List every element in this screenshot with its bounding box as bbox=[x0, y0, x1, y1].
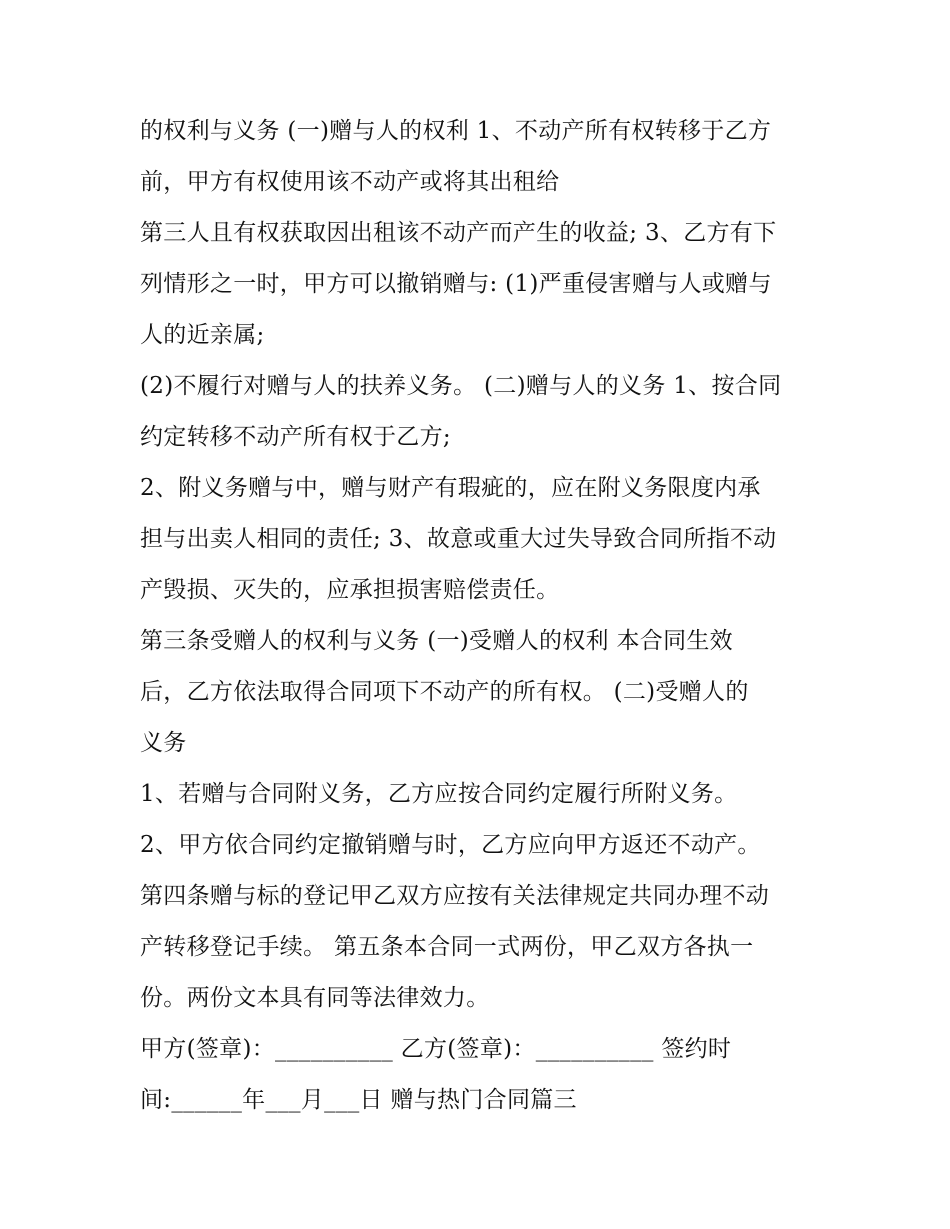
signature-line: 甲方(签章)：__________ 乙方(签章)：__________ 签约时 bbox=[140, 1036, 732, 1062]
text-line: 产毁损、灭失的，应承担损害赔偿责任。 bbox=[140, 577, 560, 603]
text-line: 前，甲方有权使用该不动产或将其出租给 bbox=[140, 169, 560, 195]
text-line: 约定转移不动产所有权于乙方; bbox=[140, 424, 451, 450]
date-line: 间:______年___月___日 赠与热门合同篇三 bbox=[140, 1087, 577, 1113]
text-line: 1、若赠与合同附义务，乙方应按合同约定履行所附义务。 bbox=[140, 781, 738, 807]
document-body bbox=[140, 106, 820, 1126]
text-line: 第四条赠与标的登记甲乙双方应按有关法律规定共同办理不动 bbox=[140, 883, 770, 909]
text-line: 2、附义务赠与中，赠与财产有瑕疵的，应在附义务限度内承 bbox=[140, 475, 761, 501]
text-line: 的权利与义务 (一)赠与人的权利 1、不动产所有权转移于乙方 bbox=[140, 118, 772, 144]
text-line: (2)不履行对赠与人的扶养义务。 (二)赠与人的义务 1、按合同 bbox=[140, 373, 782, 399]
text-line: 2、甲方依合同约定撤销赠与时，乙方应向甲方返还不动产。 bbox=[140, 832, 761, 858]
text-line: 列情形之一时，甲方可以撤销赠与: (1)严重侵害赠与人或赠与 bbox=[140, 271, 772, 297]
text-line: 份。两份文本具有同等法律效力。 bbox=[140, 985, 490, 1011]
text-line: 义务 bbox=[140, 730, 187, 756]
text-line: 产转移登记手续。 第五条本合同一式两份，甲乙双方各执一 bbox=[140, 934, 754, 960]
text-line: 第三条受赠人的权利与义务 (一)受赠人的权利 本合同生效 bbox=[140, 628, 733, 654]
text-line: 后，乙方依法取得合同项下不动产的所有权。 (二)受赠人的 bbox=[140, 679, 749, 705]
text-line: 担与出卖人相同的责任; 3、故意或重大过失导致合同所指不动 bbox=[140, 526, 777, 552]
text-line: 人的近亲属; bbox=[140, 322, 265, 348]
text-line: 第三人且有权获取因出租该不动产而产生的收益; 3、乙方有下 bbox=[140, 220, 777, 246]
